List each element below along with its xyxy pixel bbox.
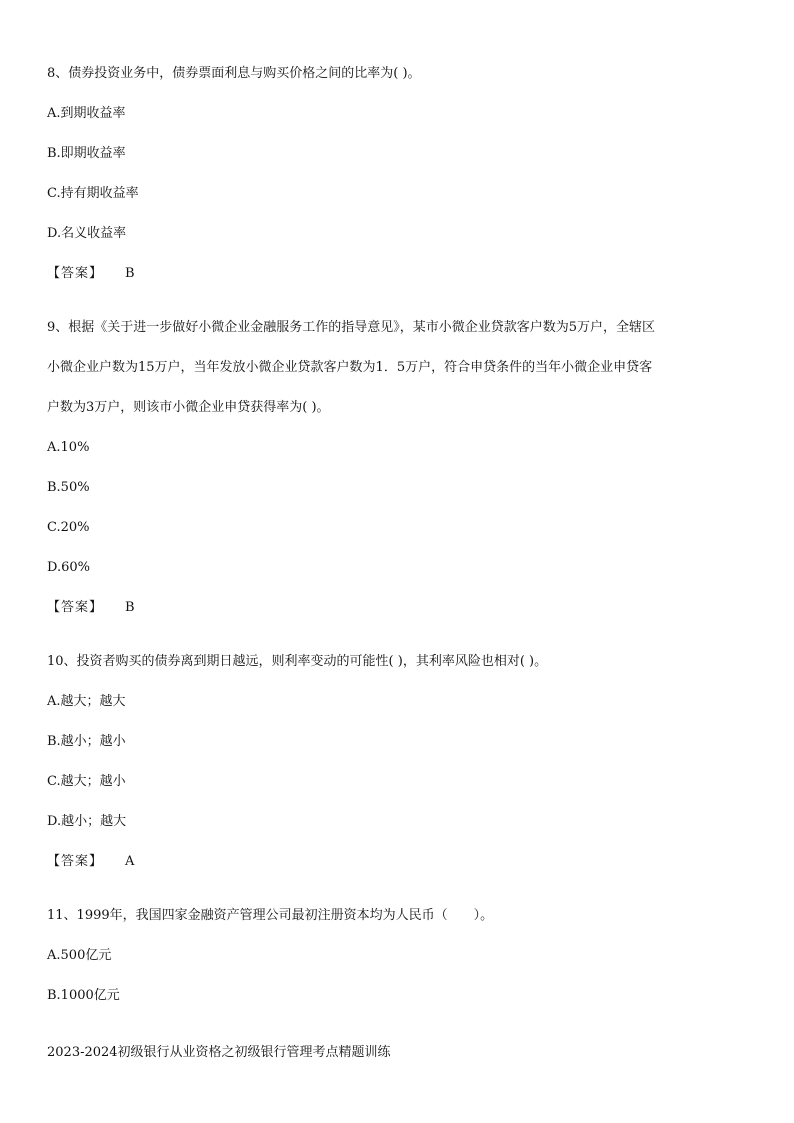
question-9-stem-line-1: 9、根据《关于进一步做好小微企业金融服务工作的指导意见》，某市小微企业贷款客户数为5万户，全辖区 [47, 320, 656, 335]
page-footer-title: 2023-2024初级银行从业资格之初级银行管理考点精题训练 [47, 1045, 391, 1060]
question-9-stem-line-3: 户数为3万户，则该市小微企业申贷获得率为( )。 [47, 400, 330, 415]
question-11-stem: 11、1999年，我国四家金融资产管理公司最初注册资本均为人民币（ ）。 [47, 908, 494, 923]
question-10-option-a: A.越大；越大 [47, 694, 126, 709]
question-8-answer-row [47, 265, 135, 283]
question-9-answer-row [47, 599, 135, 617]
question-9-option-d: D.60% [47, 560, 90, 575]
question-10-stem: 10、投资者购买的债券离到期日越远，则利率变动的可能性( )，其利率风险也相对( )。 [47, 654, 548, 669]
question-8-option-b: B.即期收益率 [47, 146, 126, 161]
answer-label: 【答案】 [47, 600, 104, 615]
answer-value: B [125, 266, 135, 281]
answer-value: A [125, 854, 135, 869]
question-9-stem-line-2: 小微企业户数为15万户，当年发放小微企业贷款客户数为1．5万户，符合申贷条件的当年小微企业申贷客 [47, 360, 653, 375]
question-10-option-d: D.越小；越大 [47, 814, 127, 829]
question-9-option-b: B.50% [47, 480, 90, 495]
question-8-stem: 8、债券投资业务中，债券票面利息与购买价格之间的比率为( )。 [47, 66, 421, 81]
question-11-option-a: A.500亿元 [47, 948, 112, 963]
question-8-option-a: A.到期收益率 [47, 106, 126, 121]
question-10-answer-row [47, 853, 134, 871]
answer-label: 【答案】 [47, 266, 104, 281]
question-8-option-c: C.持有期收益率 [47, 186, 139, 201]
question-9-option-a: A.10% [47, 440, 90, 455]
question-11-option-b: B.1000亿元 [47, 988, 120, 1003]
question-8-option-d: D.名义收益率 [47, 226, 127, 241]
question-9-option-c: C.20% [47, 520, 90, 535]
question-10-option-c: C.越大；越小 [47, 774, 126, 789]
answer-label: 【答案】 [47, 854, 104, 869]
question-10-option-b: B.越小；越小 [47, 734, 126, 749]
answer-value: B [125, 600, 135, 615]
